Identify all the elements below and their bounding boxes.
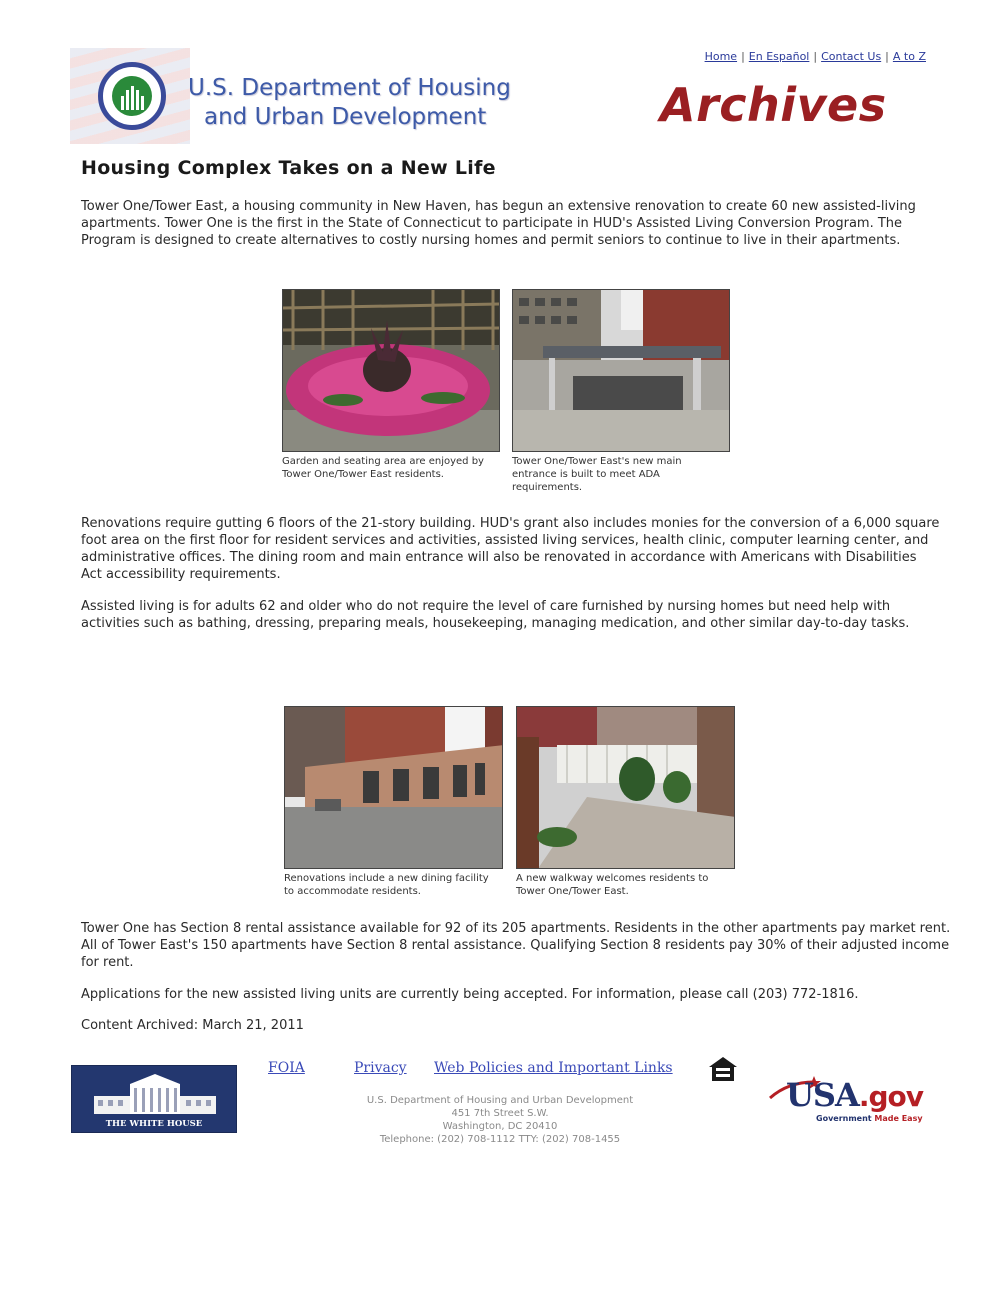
agency-line-2: and Urban Development — [204, 104, 487, 130]
usa-gov-logo[interactable] — [768, 1074, 938, 1130]
applications-paragraph: Applications for the new assisted living units are currently being accepted. For information, please call (203) 772-1816. — [81, 987, 859, 1002]
walkway-photo-caption: A new walkway welcomes residents to Tower One/Tower East. — [516, 873, 709, 897]
home-link[interactable]: Home — [704, 50, 738, 63]
entrance-photo-caption: Tower One/Tower East's new main entrance is built to meet ADA requirements. — [512, 456, 682, 493]
privacy-link[interactable]: Privacy — [354, 1060, 407, 1076]
white-house-label: THE WHITE HOUSE — [105, 1119, 203, 1129]
address-line-1: U.S. Department of Housing and Urban Development — [366, 1095, 634, 1106]
foia-link[interactable]: FOIA — [268, 1060, 305, 1076]
intro-paragraph: Tower One/Tower East, a housing community in New Haven, has begun an extensive renovation to create 60 new assisted-living apartments. Tower One is the first in the State of Connecticut to participate in HUD's Assisted Living Conversion Program. The Program is designed to create alternatives to costly nursing homes and permit seniors to continue to live in their apartments. — [81, 199, 916, 248]
usa-gov-wordmark: USA.gov — [786, 1076, 924, 1114]
address-line-4: Telephone: (202) 708-1112 TTY: (202) 708-1455 — [379, 1134, 621, 1145]
hud-seal-icon — [98, 62, 166, 130]
agency-name — [188, 74, 511, 132]
section8-paragraph: Tower One has Section 8 rental assistance available for 92 of its 205 apartments. Residents in the other apartments pay market rent. All of Tower East's 150 apartments have Section 8 rental assistance. Qualifying Section 8 residents pay 30% of their adjusted income for rent. — [81, 921, 951, 970]
dining-photo-caption: Renovations include a new dining facility to accommodate residents. — [284, 873, 489, 897]
web-policies-link[interactable]: Web Policies and Important Links — [434, 1060, 673, 1076]
archives-banner: Archives — [660, 78, 887, 132]
white-house-link[interactable] — [71, 1065, 237, 1133]
entrance-photo — [512, 289, 730, 452]
garden-photo-caption: Garden and seating area are enjoyed by Tower One/Tower East residents. — [282, 456, 484, 480]
agency-line-1: U.S. Department of Housing — [188, 75, 511, 101]
a-to-z-link[interactable]: A to Z — [892, 50, 926, 63]
assisted-living-paragraph: Assisted living is for adults 62 and older who do not require the level of care furnished by nursing homes but need help with activities such as bathing, dressing, preparing meals, housekeeping, managing medication, and other similar day-to-day tasks. — [81, 599, 910, 631]
renovations-paragraph: Renovations require gutting 6 floors of the 21-story building. HUD's grant also includes monies for the conversion of a 6,000 square foot area on the first floor for resident services and activities, assisted living services, health clinic, computer learning center, and administrative offices. The dining room and main entrance will also be renovated in accordance with Americans with Disabilities Act accessibility requirements. — [81, 516, 940, 582]
address-line-2: 451 7th Street S.W. — [451, 1108, 549, 1119]
white-house-icon — [94, 1074, 216, 1116]
contact-us-link[interactable]: Contact Us — [821, 50, 882, 63]
hud-logo[interactable] — [70, 48, 530, 144]
usa-gov-tagline: Government Made Easy — [816, 1114, 923, 1123]
dining-facility-photo — [284, 706, 503, 869]
top-nav: Home | En Español | Contact Us | A to Z — [704, 50, 926, 63]
walkway-photo — [516, 706, 735, 869]
equal-housing-icon — [708, 1056, 738, 1082]
address-line-3: Washington, DC 20410 — [442, 1121, 558, 1132]
hud-address — [340, 1094, 660, 1146]
garden-photo — [282, 289, 500, 452]
page-title: Housing Complex Takes on a New Life — [81, 157, 496, 179]
archived-date: Content Archived: March 21, 2011 — [81, 1018, 304, 1033]
en-espanol-link[interactable]: En Español — [748, 50, 810, 63]
